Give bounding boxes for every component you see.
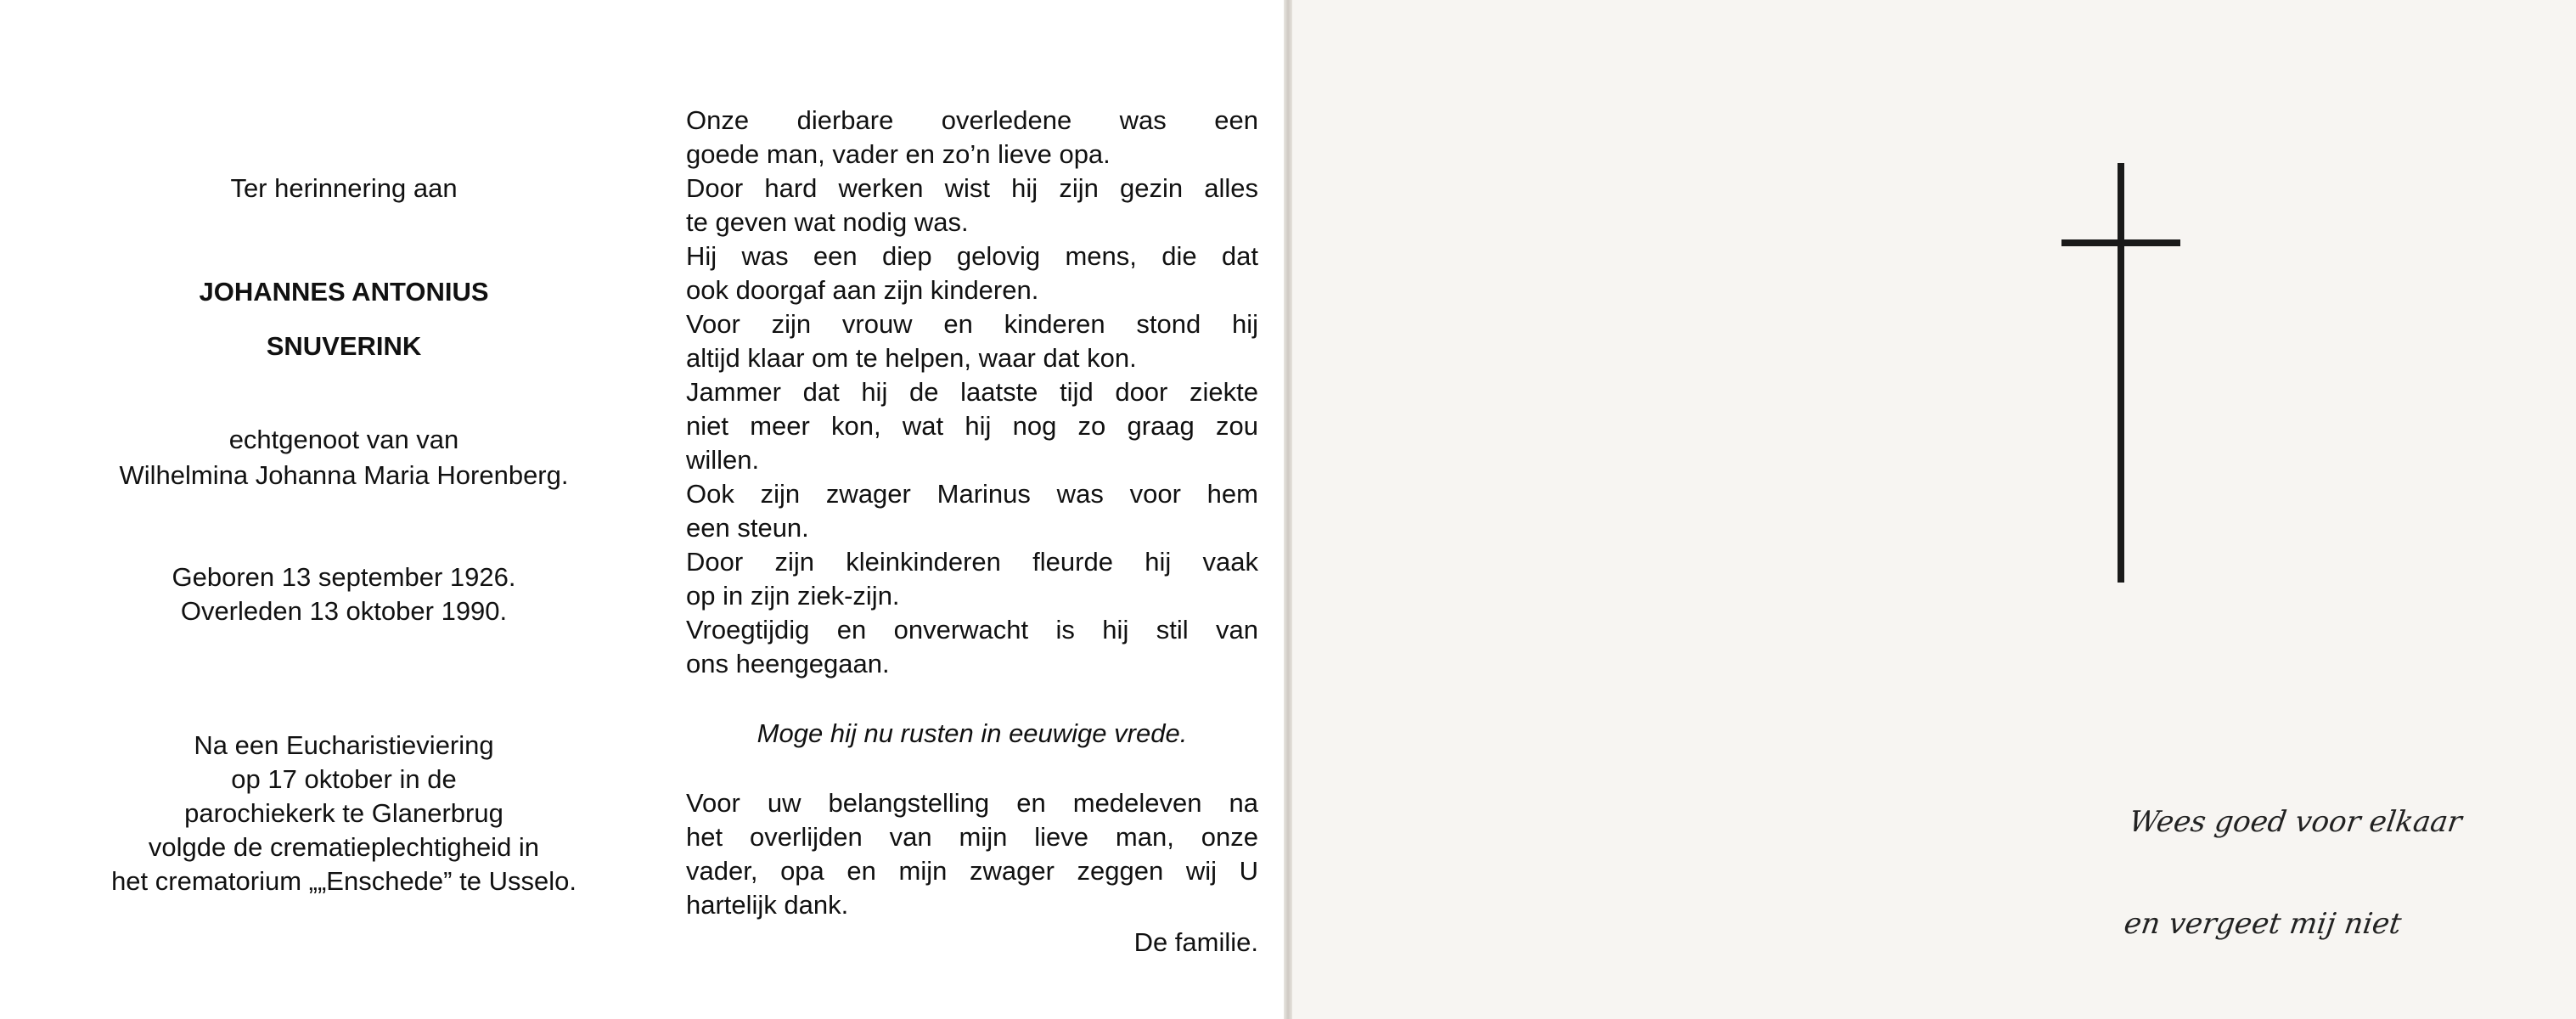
deceased-name-last: SNUVERINK bbox=[266, 331, 422, 361]
thanks-line: het overlijden van mijn lieve man, onze bbox=[686, 822, 1258, 852]
tribute-line: Hij was een diep gelovig mens, die dat bbox=[686, 241, 1258, 271]
tribute-line: Ook zijn zwager Marinus was voor hem bbox=[686, 479, 1258, 509]
tribute-line: een steun. bbox=[686, 513, 809, 543]
cross-horizontal-beam bbox=[2061, 239, 2180, 246]
spouse-name: Wilhelmina Johanna Maria Horenberg. bbox=[119, 460, 569, 490]
thanks-line: vader, opa en mijn zwager zeggen wij U bbox=[686, 856, 1258, 886]
tribute-line: Voor zijn vrouw en kinderen stond hij bbox=[686, 309, 1258, 339]
card-fold bbox=[1284, 0, 1292, 1019]
tribute-line: Onze dierbare overledene was een bbox=[686, 105, 1258, 135]
intro-text: Ter herinnering aan bbox=[230, 173, 458, 203]
spouse-intro: echtgenoot van van bbox=[228, 425, 459, 454]
signature: De familie. bbox=[1133, 927, 1258, 957]
thanks-line: Voor uw belangstelling en medeleven na bbox=[686, 788, 1258, 818]
tribute-line: Vroegtijdig en onverwacht is hij stil van bbox=[686, 615, 1258, 645]
tribute-line: te geven wat nodig was. bbox=[686, 207, 969, 237]
cross-icon bbox=[2061, 163, 2180, 583]
death-date: Overleden 13 oktober 1990. bbox=[180, 596, 508, 626]
tribute-line: altijd klaar om te helpen, waar dat kon. bbox=[686, 343, 1137, 373]
thanks-line: hartelijk dank. bbox=[686, 890, 849, 920]
prayer-line: Moge hij nu rusten in eeuwige vrede. bbox=[756, 718, 1188, 748]
tribute-line: Jammer dat hij de laatste tijd door ziekte bbox=[686, 377, 1258, 407]
tribute-line: goede man, vader en zo’n lieve opa. bbox=[686, 139, 1111, 169]
birth-date: Geboren 13 september 1926. bbox=[172, 562, 516, 592]
tribute-line: ook doorgaf aan zijn kinderen. bbox=[686, 275, 1039, 305]
cover-script-line: Wees goed voor elkaar bbox=[2127, 805, 2465, 839]
cover-script-line: en vergeet mij niet bbox=[2122, 907, 2404, 941]
ceremony-line: volgde de crematieplechtigheid in bbox=[148, 832, 540, 862]
tribute-line: Door zijn kleinkinderen fleurde hij vaak bbox=[686, 547, 1258, 577]
cover-page bbox=[1292, 0, 2576, 1019]
cross-vertical-beam bbox=[2118, 163, 2124, 583]
tribute-line: niet meer kon, wat hij nog zo graag zou bbox=[686, 411, 1258, 441]
ceremony-line: het crematorium „„Enschede” te Usselo. bbox=[111, 866, 577, 896]
tribute-line: Door hard werken wist hij zijn gezin alles bbox=[686, 173, 1258, 203]
tribute-line: willen. bbox=[686, 445, 760, 475]
deceased-name-first: JOHANNES ANTONIUS bbox=[199, 277, 489, 307]
tribute-line: ons heengegaan. bbox=[686, 649, 890, 678]
ceremony-line: parochiekerk te Glanerbrug bbox=[184, 798, 503, 828]
inner-spread bbox=[0, 0, 1284, 1019]
tribute-line: op in zijn ziek-zijn. bbox=[686, 581, 900, 611]
ceremony-line: op 17 oktober in de bbox=[231, 764, 457, 794]
ceremony-line: Na een Eucharistieviering bbox=[194, 730, 494, 760]
